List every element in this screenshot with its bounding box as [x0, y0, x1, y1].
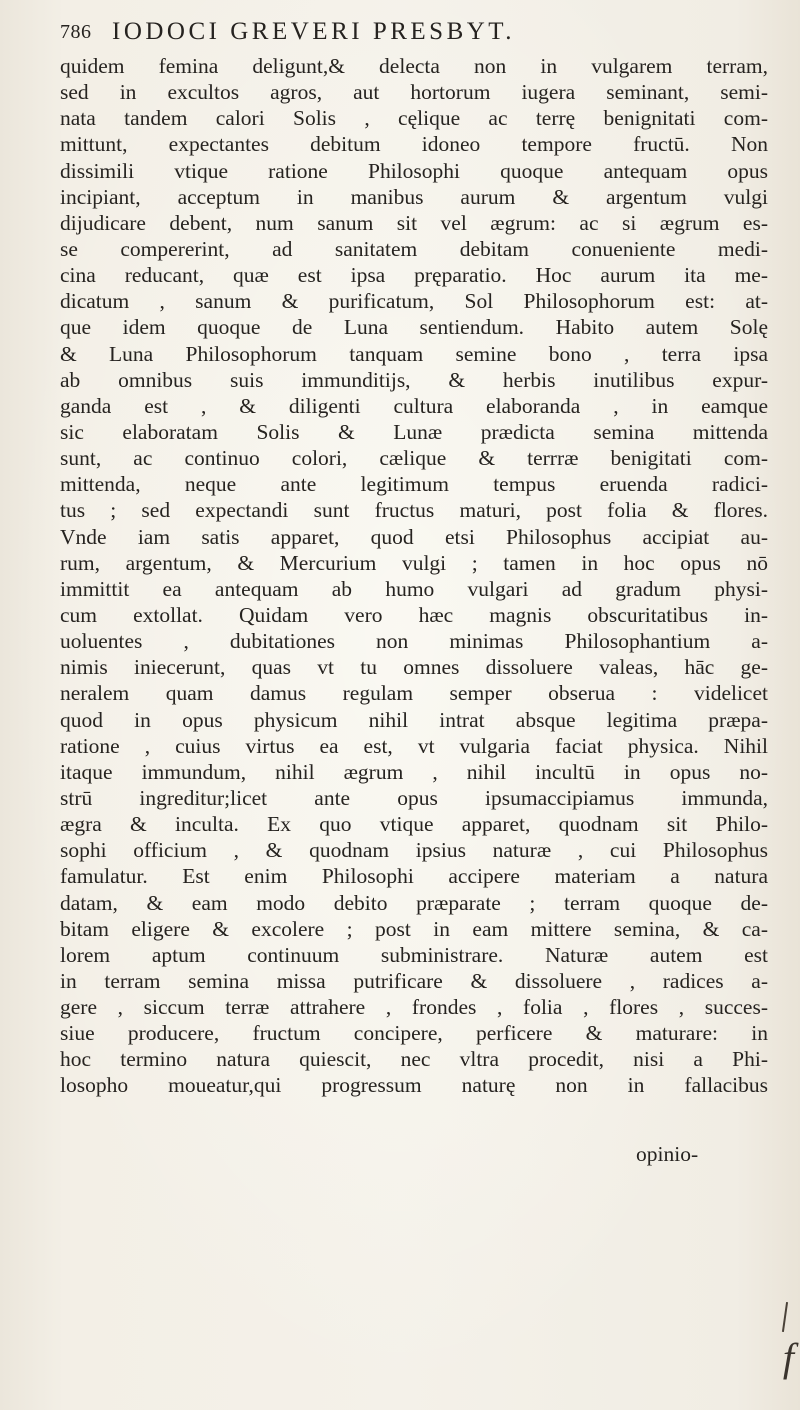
text-line: siue producere, fructum concipere, perficere & maturare: in — [60, 1021, 768, 1046]
text-line: Vnde iam satis apparet, quod etsi Philosophus accipiat au- — [60, 524, 768, 549]
page-header — [60, 14, 760, 50]
body-text — [60, 53, 768, 1099]
text-line: tus ; sed expectandi sunt fructus maturi, post folia & flores. — [60, 498, 768, 523]
running-head: IODOCI GREVERI PRESBYT. — [112, 18, 515, 45]
text-line: ægra & inculta. Ex quo vtique apparet, quodnam sit Philo- — [60, 812, 768, 837]
text-line: neralem quam damus regulam semper obserua : videlicet — [60, 681, 768, 706]
text-line: se compererint, ad sanitatem debitam conueniente medi- — [60, 236, 768, 261]
catchword: opinio- — [636, 1142, 699, 1166]
text-line: nimis iniecerunt, quas vt tu omnes dissoluere valeas, hāc ge- — [60, 655, 768, 680]
text-line: ab omnibus suis immunditijs, & herbis inutilibus expur- — [60, 367, 768, 392]
text-line: hoc termino natura quiescit, nec vltra procedit, nisi a Phi- — [60, 1047, 768, 1072]
text-line: quidem femina deligunt,& delecta non in vulgarem terram, — [60, 54, 768, 78]
text-line: sic elaboratam Solis & Lunæ prædicta semina mittenda — [60, 419, 768, 444]
text-line: in terram semina missa putrificare & dissoluere , radices a- — [60, 968, 768, 993]
text-line: incipiant, acceptum in manibus aurum & argentum vulgi — [60, 184, 768, 209]
text-line: mittunt, expectantes debitum idoneo tempore fructū. Non — [60, 132, 768, 157]
text-line: nata tandem calori Solis , cęlique ac terrę benignitati com- — [60, 106, 768, 131]
text-line: cum extollat. Quidam vero hæc magnis obscuritatibus in- — [60, 602, 768, 627]
text-line: ganda est , & diligenti cultura elaboranda , in eamque — [60, 393, 768, 418]
text-line: gere , siccum terræ attrahere , frondes , folia , flores , succes- — [60, 995, 768, 1020]
text-line: bitam eligere & excolere ; post in eam mittere semina, & ca- — [60, 916, 768, 941]
text-line: sunt, ac continuo colori, cælique & terrræ benigitati com- — [60, 446, 768, 471]
text-line: immittit ea antequam ab humo vulgari ad gradum physi- — [60, 576, 768, 601]
text-line: losopho moueatur,qui progressum naturę non in fallacibus — [60, 1073, 768, 1098]
text-line: sophi officium , & quodnam ipsius naturæ , cui Philosophus — [60, 838, 768, 863]
text-line: dicatum , sanum & purificatum, Sol Philosophorum est: at- — [60, 289, 768, 314]
text-line: uoluentes , dubitationes non minimas Philosophantium a- — [60, 629, 768, 654]
text-line: & Luna Philosophorum tanquam semine bono , terra ipsa — [60, 341, 768, 366]
text-line: sed in excultos agros, aut hortorum iugera seminant, semi- — [60, 80, 768, 105]
text-line: cina reducant, quæ est ipsa pręparatio. Hoc aurum ita me- — [60, 263, 768, 288]
text-line: itaque immundum, nihil ægrum , nihil incultū in opus no- — [60, 759, 768, 784]
text-line: famulatur. Est enim Philosophi accipere materiam a natura — [60, 864, 768, 889]
page-number: 786 — [60, 21, 92, 43]
margin-ink-tick — [782, 1302, 788, 1332]
text-line: dijudicare debent, num sanum sit vel ægrum: ac si ægrum es- — [60, 210, 768, 235]
text-line: que idem quoque de Luna sentiendum. Habito autem Solę — [60, 315, 768, 340]
text-line: ratione , cuius virtus ea est, vt vulgaria faciat physica. Nihil — [60, 733, 768, 758]
text-line: datam, & eam modo debito præparate ; terram quoque de- — [60, 890, 768, 915]
text-line: dissimili vtique ratione Philosophi quoque antequam opus — [60, 158, 768, 183]
margin-annotation: f — [782, 1335, 794, 1380]
text-line: strū ingreditur;licet ante opus ipsumaccipiamus immunda, — [60, 785, 768, 810]
text-line: mittenda, neque ante legitimum tempus eruenda radici- — [60, 472, 768, 497]
text-line: quod in opus physicum nihil intrat absque legitima præpa- — [60, 707, 768, 732]
text-line: lorem aptum continuum subministrare. Naturæ autem est — [60, 942, 768, 967]
text-line: rum, argentum, & Mercurium vulgi ; tamen in hoc opus nō — [60, 550, 768, 575]
